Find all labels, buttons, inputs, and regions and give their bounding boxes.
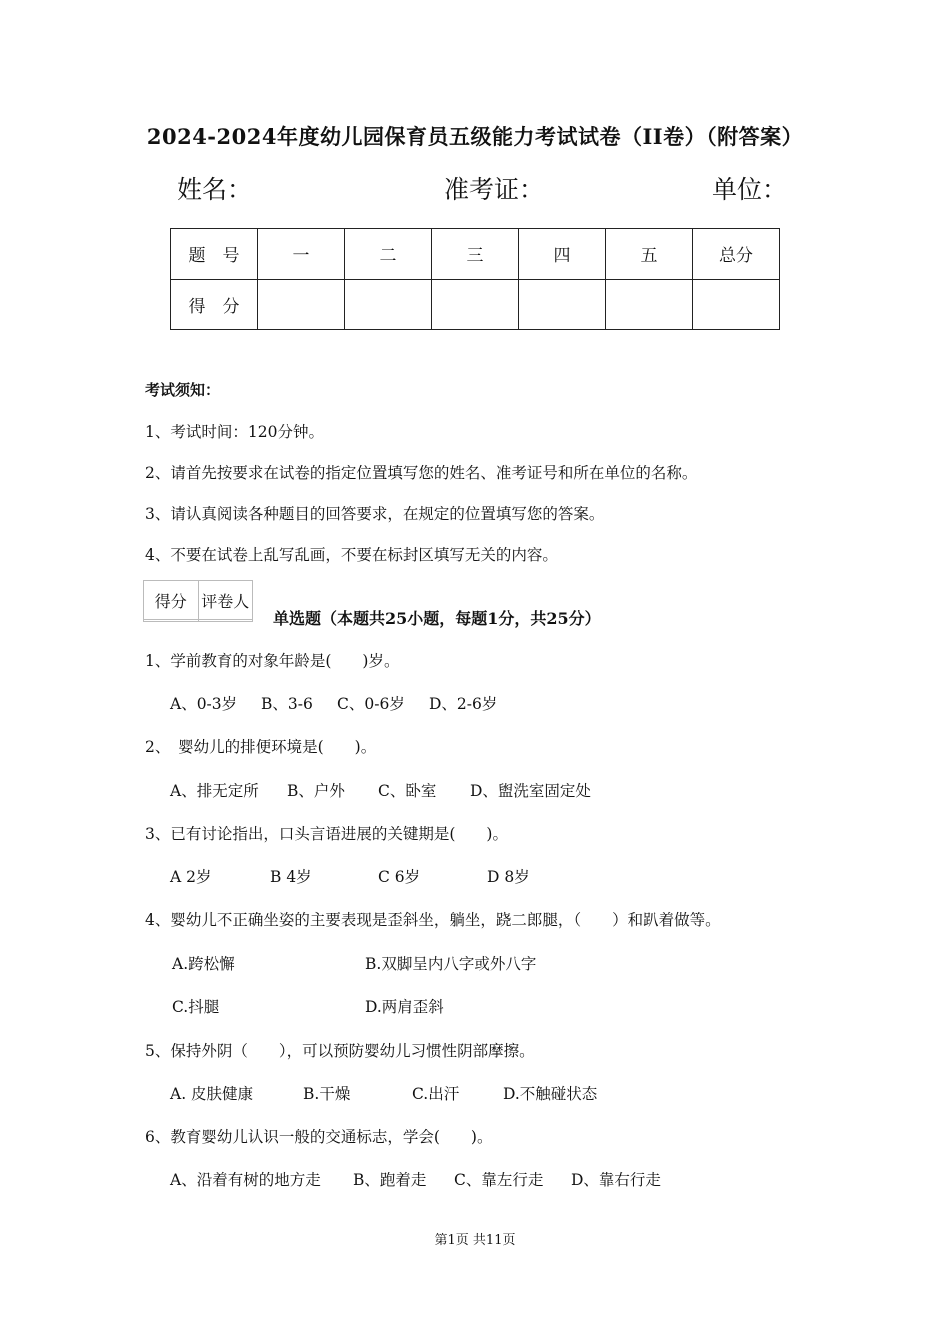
question-option: B.干燥 — [303, 1085, 351, 1103]
question-option: A、0-3岁 — [170, 695, 238, 713]
score-table-cell: 三 — [432, 229, 519, 280]
exam-id-field-label: 准考证： — [444, 175, 545, 204]
question-option: D 8岁 — [487, 868, 530, 886]
score-table-cell: 五 — [606, 229, 693, 280]
score-table-cell: 总分 — [693, 229, 780, 280]
question-stem: 4、婴幼儿不正确坐姿的主要表现是歪斜坐，躺坐，跷二郎腿，（ ）和趴着做等。 — [145, 911, 721, 929]
question-stem: 6、教育婴幼儿认识一般的交通标志，学会( )。 — [145, 1128, 493, 1146]
question-option: D、盥洗室固定处 — [470, 782, 591, 800]
question-option: A.跨松懈 — [172, 955, 235, 973]
question-option: A 2岁 — [170, 868, 212, 886]
question-option: A、排无定所 — [170, 782, 259, 800]
score-table-header-row — [171, 229, 780, 280]
grader-name-cell[interactable] — [198, 620, 253, 622]
score-input-cell[interactable] — [693, 279, 780, 330]
notice-item: 4、不要在试卷上乱写乱画，不要在标封区填写无关的内容。 — [145, 546, 558, 564]
unit-field-label: 单位： — [712, 175, 788, 204]
score-table-cell: 二 — [345, 229, 432, 280]
score-input-cell[interactable] — [432, 279, 519, 330]
score-table-cell: 一 — [258, 229, 345, 280]
question-option: C 6岁 — [378, 868, 421, 886]
score-input-cell[interactable] — [606, 279, 693, 330]
question-stem: 1、学前教育的对象年龄是( )岁。 — [145, 652, 400, 670]
score-table-score-row — [171, 279, 780, 330]
grader-name-label: 评卷人 — [198, 581, 253, 620]
question-option: C.抖腿 — [172, 998, 220, 1016]
question-option: B、户外 — [287, 782, 345, 800]
question-option: D、2-6岁 — [429, 695, 498, 713]
question-option: A. 皮肤健康 — [170, 1085, 254, 1103]
grader-score-label: 得分 — [144, 581, 199, 620]
question-stem: 2、 婴幼儿的排便环境是( )。 — [145, 738, 377, 756]
question-option: B.双脚呈内八字或外八字 — [365, 955, 537, 973]
score-table-cell: 题 号 — [171, 229, 258, 280]
question-option: B、跑着走 — [353, 1171, 427, 1189]
question-option: A、沿着有树的地方走 — [170, 1171, 321, 1189]
question-option: C、靠左行走 — [454, 1171, 544, 1189]
question-option: D.不触碰状态 — [503, 1085, 598, 1103]
question-option: C、0-6岁 — [337, 695, 405, 713]
name-field-label: 姓名： — [177, 175, 253, 204]
question-option: C.出汗 — [412, 1085, 460, 1103]
score-table-cell: 四 — [519, 229, 606, 280]
grader-box — [143, 580, 253, 622]
page-footer: 第1页 共11页 — [434, 1233, 516, 1248]
question-stem: 5、保持外阴（ ），可以预防婴幼儿习惯性阴部摩擦。 — [145, 1042, 535, 1060]
section-heading: 单选题（本题共25小题，每题1分，共25分） — [273, 609, 601, 628]
notice-item: 2、请首先按要求在试卷的指定位置填写您的姓名、准考证号和所在单位的名称。 — [145, 464, 698, 482]
score-row-label: 得 分 — [171, 279, 258, 330]
grader-score-cell[interactable] — [144, 620, 199, 622]
notice-heading: 考试须知： — [145, 381, 221, 399]
notice-item: 1、考试时间：120分钟。 — [145, 423, 324, 441]
score-input-cell[interactable] — [345, 279, 432, 330]
exam-title: 2024-2024年度幼儿园保育员五级能力考试试卷（II卷）（附答案） — [146, 124, 804, 149]
notice-item: 3、请认真阅读各种题目的回答要求，在规定的位置填写您的答案。 — [145, 505, 605, 523]
score-input-cell[interactable] — [258, 279, 345, 330]
question-option: D、靠右行走 — [571, 1171, 661, 1189]
score-input-cell[interactable] — [519, 279, 606, 330]
question-option: C、卧室 — [378, 782, 437, 800]
question-stem: 3、已有讨论指出，口头言语进展的关键期是( )。 — [145, 825, 508, 843]
question-option: D.两肩歪斜 — [365, 998, 444, 1016]
question-option: B、3-6 — [261, 695, 313, 713]
question-option: B 4岁 — [270, 868, 312, 886]
score-table — [170, 228, 780, 330]
